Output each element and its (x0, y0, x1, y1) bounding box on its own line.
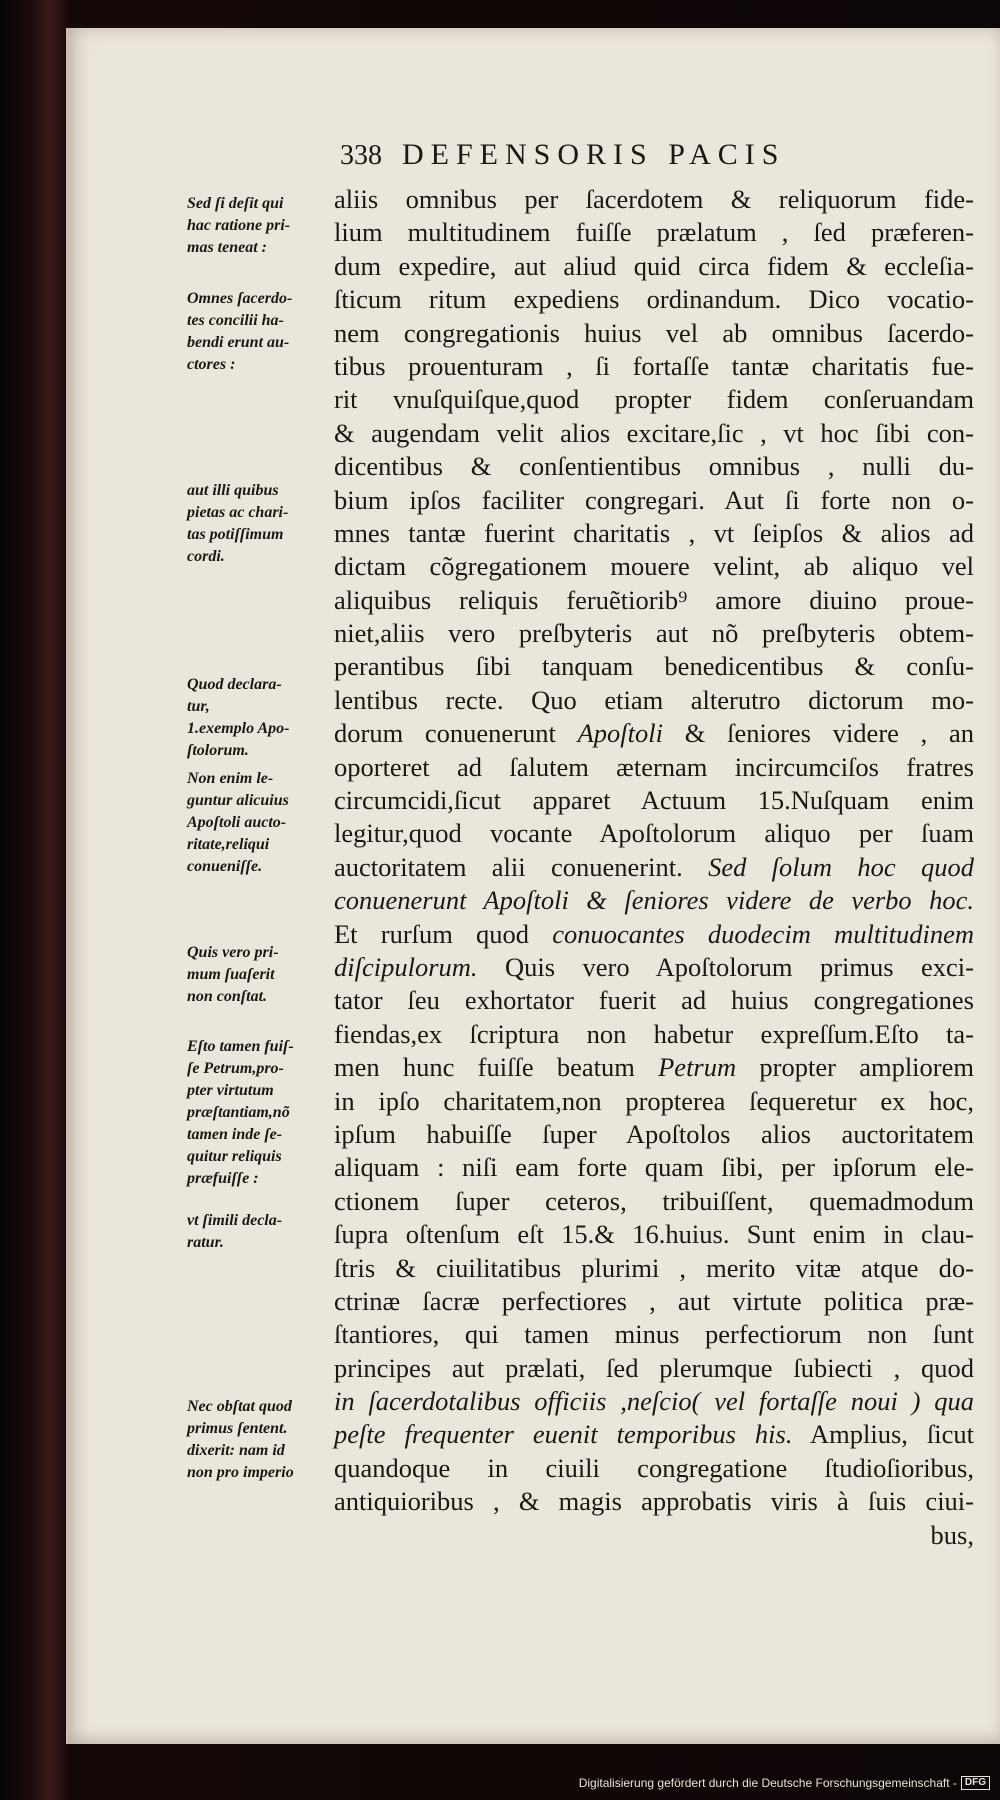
margin-note-line: bendi erunt au- (187, 334, 290, 351)
text-line (334, 784, 974, 817)
footer-credit-text: Digitalisierung gefördert durch die Deutsche Forschungsgemeinschaft - (578, 1776, 957, 1790)
margin-note (187, 193, 332, 259)
text-segment: dorum conuenerunt (334, 718, 578, 749)
text-line (334, 1352, 974, 1385)
italic-text-segment: Apoſtoli (577, 718, 664, 749)
text-segment: dictam cõgregationem mouere velint, ab aliquo vel (334, 551, 974, 582)
text-segment: bus, (930, 1519, 974, 1550)
margin-note-line: quitur reliquis (187, 1148, 282, 1165)
margin-note-line: mas teneat : (187, 239, 267, 256)
text-segment: quandoque in ciuili congregatione ſtudioſioribus, (334, 1452, 974, 1483)
margin-note (187, 768, 332, 878)
margin-note-line: ſtolorum. (187, 742, 249, 759)
text-segment: legitur,quod vocante Apoſtolorum aliquo per ſuam (334, 818, 974, 849)
text-line (334, 450, 974, 483)
margin-note (187, 674, 332, 762)
text-line (334, 617, 974, 650)
text-line (334, 1151, 974, 1184)
text-line (334, 1218, 974, 1251)
margin-note-line: Apoſtoli aucto- (187, 814, 287, 831)
margin-note-line: præfuiſſe : (187, 1170, 259, 1187)
text-segment: bium ipſos faciliter congregari. Aut ſi forte non o- (334, 484, 974, 515)
text-line (334, 951, 974, 984)
text-line (334, 751, 974, 784)
text-segment: ctrinæ ſacræ perfectiores , aut virtute politica præ- (334, 1285, 974, 1316)
margin-note-line: ctores : (187, 356, 236, 373)
text-line (334, 584, 974, 617)
text-line (334, 650, 974, 683)
text-line (334, 1485, 974, 1518)
text-segment: ſticum ritum expediens ordinandum. Dico vocatio- (334, 284, 974, 315)
text-segment: dum expedire, aut aliud quid circa fidem & eccleſia- (334, 250, 974, 281)
text-line (334, 517, 974, 550)
text-line (334, 1385, 974, 1418)
margin-note-line: Eſto tamen fuiſ- (187, 1038, 294, 1055)
margin-note-line: ſe Petrum,pro- (187, 1060, 284, 1077)
margin-note (187, 1396, 332, 1484)
text-line (334, 1519, 974, 1552)
italic-text-segment: peſte frequenter euenit temporibus his. (334, 1419, 793, 1450)
margin-note-line: Sed ſi deſit qui (187, 195, 284, 212)
text-segment: perantibus ſibi tanquam benedicentibus & conſu- (334, 651, 974, 682)
text-segment: dicentibus & conſentientibus omnibus , nulli du- (334, 451, 974, 482)
text-segment: circumcidi,ſicut apparet Actuum 15.Nuſquam enim (334, 785, 974, 816)
italic-text-segment: Sed ſolum hoc quod (708, 851, 975, 882)
text-segment: principes aut prælati, ſed plerumque ſubiecti , quod (334, 1352, 974, 1383)
text-segment: tator ſeu exhortator fuerit ad huius congregationes (334, 985, 974, 1016)
text-line (334, 317, 974, 350)
text-line (334, 417, 974, 450)
margin-note-line: guntur alicuius (187, 792, 289, 809)
text-segment: niet,aliis vero preſbyteris aut nõ preſbyteris obtem- (334, 618, 974, 649)
text-line (334, 1452, 974, 1485)
margin-note-line: Quod declara- (187, 676, 282, 693)
margin-note-line: conueniſſe. (187, 858, 263, 875)
dfg-logo: DFG (961, 1776, 990, 1790)
text-segment: ſupra oſtenſum eſt 15.& 16.huius. Sunt enim in clau- (334, 1219, 974, 1250)
margin-note-line: pietas ac chari- (187, 504, 289, 521)
text-line (334, 484, 974, 517)
italic-text-segment: conuocantes duodecim multitudinem (552, 918, 974, 949)
text-line (334, 1085, 974, 1118)
italic-text-segment: in ſacerdotalibus officiis ,neſcio( vel fortaſſe noui ) qua (334, 1386, 974, 1417)
text-segment: oporteret ad ſalutem æternam incircumciſos fratres (334, 751, 974, 782)
margin-note-line: tur, (187, 698, 210, 715)
text-segment: & augendam velit alios excitare,ſic , vt hoc ſibi con- (334, 417, 974, 448)
text-line (334, 684, 974, 717)
margin-note-line: Quis vero pri- (187, 944, 279, 961)
text-line (334, 1185, 974, 1218)
text-segment: men hunc fuiſſe beatum (334, 1052, 659, 1083)
text-line (334, 383, 974, 416)
text-line (334, 350, 974, 383)
margin-note-line: tas potiſſimum (187, 526, 284, 543)
text-segment: antiquioribus , & magis approbatis viris à ſuis ciui- (334, 1486, 974, 1517)
margin-note-line: aut illi quibus (187, 482, 279, 499)
text-segment: propter ampliorem (736, 1052, 974, 1083)
text-segment: aliquibus reliquis feruẽtiorib⁹ amore diuino proue- (334, 584, 974, 615)
text-segment: Et rurſum quod (334, 918, 553, 949)
text-segment: tibus prouenturam , ſi fortaſſe tantæ charitatis fue- (334, 350, 974, 381)
text-segment: auctoritatem alii conuenerint. (334, 851, 709, 882)
margin-note (187, 1036, 332, 1190)
text-segment: lentibus recte. Quo etiam alterutro dictorum mo- (334, 684, 974, 715)
margin-note-line: ritate,reliqui (187, 836, 270, 853)
margin-note-line: Omnes ſacerdo- (187, 290, 293, 307)
text-line (334, 250, 974, 283)
text-line (334, 918, 974, 951)
text-segment: Quis vero Apoſtolorum primus exci- (477, 951, 974, 982)
text-segment: nem congregationis huius vel ab omnibus ſacerdo- (334, 317, 974, 348)
text-segment: in ipſo charitatem,non propterea ſequeretur ex hoc, (334, 1085, 974, 1116)
margin-note-line: non pro imperio (187, 1464, 294, 1481)
text-segment: aliis omnibus per ſacerdotem & reliquorum fide- (334, 184, 974, 214)
text-line (334, 1318, 974, 1351)
text-segment: mnes tantæ fuerint charitatis , vt ſeipſos & alios ad (334, 517, 974, 548)
margin-note (187, 288, 332, 376)
margin-note-line: dixerit: nam id (187, 1442, 285, 1459)
italic-text-segment: conuenerunt Apoſtoli & ſeniores videre de verbo hoc. (334, 885, 974, 916)
margin-note (187, 1210, 332, 1254)
text-line (334, 1418, 974, 1451)
italic-text-segment: diſcipulorum. (334, 951, 478, 982)
text-line (334, 1252, 974, 1285)
text-line (334, 216, 974, 249)
margin-note-line: tes concilii ha- (187, 312, 284, 329)
text-segment: rit vnuſquiſque,quod propter fidem conſeruandam (334, 384, 974, 415)
text-line (334, 1118, 974, 1151)
text-line (334, 283, 974, 316)
margin-note-line: mum ſuaſerit (187, 966, 275, 983)
margin-note-line: hac ratione pri- (187, 217, 291, 234)
text-line (334, 851, 974, 884)
text-segment: aliquam : niſi eam forte quam ſibi, per ipſorum ele- (334, 1152, 974, 1183)
text-segment: ctionem ſuper ceteros, tribuiſſent, quemadmodum (334, 1185, 974, 1216)
text-line (334, 1051, 974, 1084)
margin-note (187, 480, 332, 568)
text-line (334, 817, 974, 850)
text-segment: ipſum habuiſſe ſuper Apoſtolos alios auctoritatem (334, 1118, 974, 1149)
margin-note-line: ratur. (187, 1234, 224, 1251)
margin-note-line: Nec obſtat quod (187, 1398, 292, 1415)
text-segment: Amplius, ſicut (792, 1419, 974, 1450)
text-line (334, 717, 974, 750)
margin-note-line: primus ſentent. (187, 1420, 288, 1437)
running-title: DEFENSORIS PACIS (402, 138, 786, 171)
margin-note-line: non conſtat. (187, 988, 268, 1005)
text-line (334, 1018, 974, 1051)
italic-text-segment: Petrum (658, 1052, 737, 1083)
text-line (334, 984, 974, 1017)
margin-note-line: tamen inde ſe- (187, 1126, 283, 1143)
text-segment: & ſeniores videre , an (663, 718, 974, 749)
running-header (340, 138, 940, 178)
margin-note-line: 1.exemplo Apo- (187, 720, 290, 737)
text-line (334, 183, 974, 216)
main-text-block (334, 183, 974, 1552)
text-segment: lium multitudinem fuiſſe prælatum , ſed præferen- (334, 217, 974, 248)
margin-note-line: pter virtutum (187, 1082, 274, 1099)
margin-note-line: Non enim le- (187, 770, 274, 787)
margin-note (187, 942, 332, 1008)
text-segment: fiendas,ex ſcriptura non habetur expreſſum.Eſto ta- (334, 1018, 974, 1049)
margin-note-line: vt ſimili decla- (187, 1212, 283, 1229)
footer-credit (579, 1776, 990, 1790)
text-line (334, 1285, 974, 1318)
text-line (334, 884, 974, 917)
page-number: 338 (340, 140, 382, 171)
text-segment: ſtris & ciuilitatibus plurimi , merito vitæ atque do- (334, 1252, 974, 1283)
margin-note-line: cordi. (187, 548, 225, 565)
text-line (334, 550, 974, 583)
text-segment: ſtantiores, qui tamen minus perfectiorum non ſunt (334, 1319, 974, 1350)
margin-note-line: præſtantiam,nõ (187, 1104, 290, 1121)
